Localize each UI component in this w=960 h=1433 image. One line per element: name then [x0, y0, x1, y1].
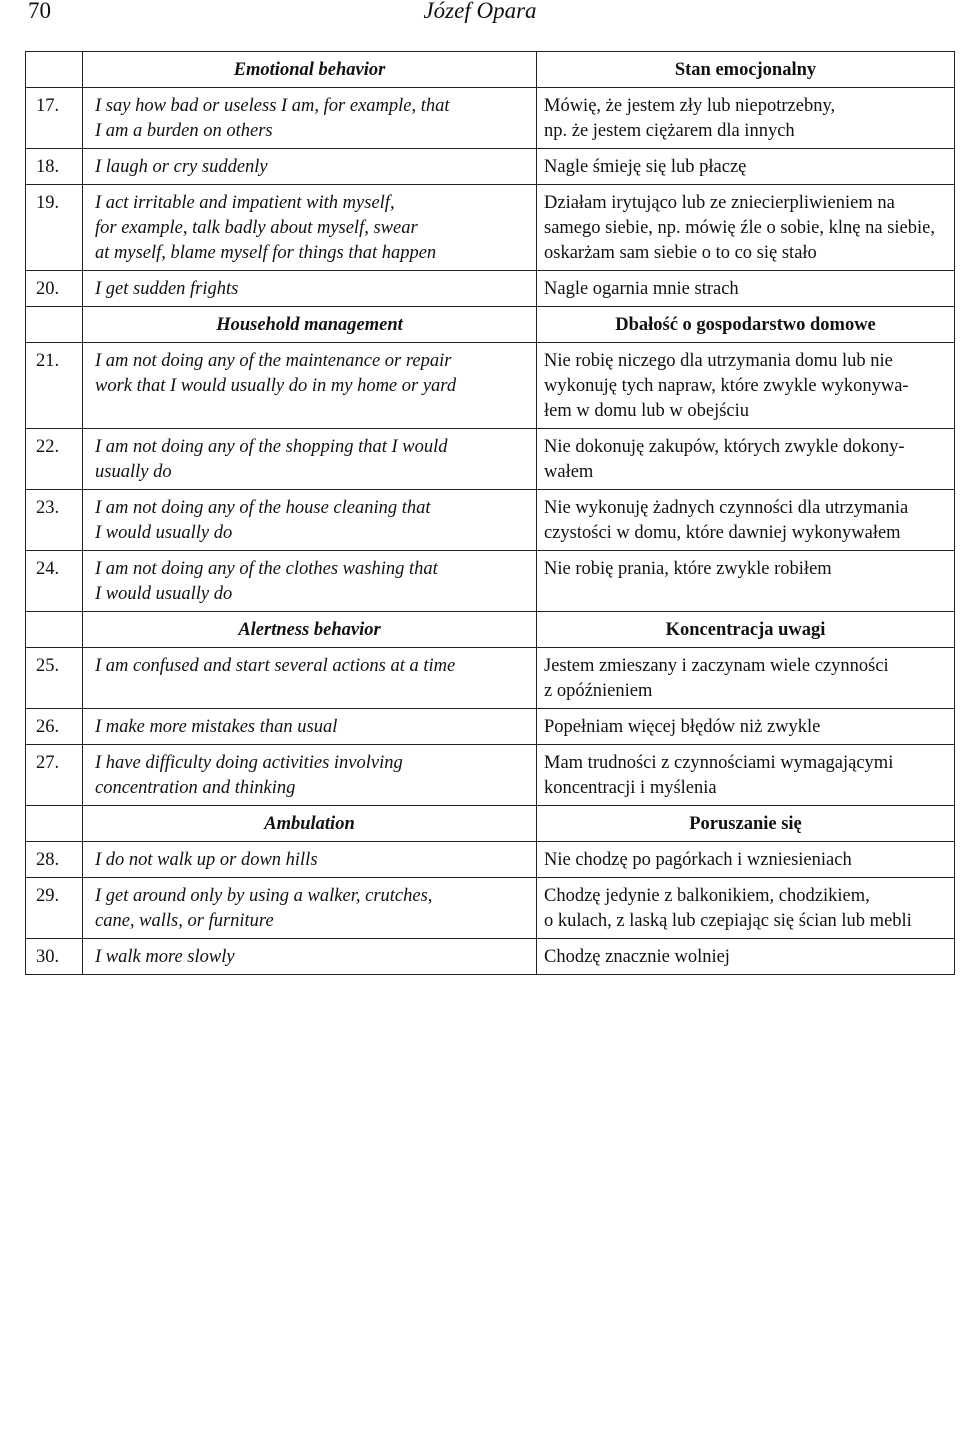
item-text-pl: Chodzę znacznie wolniej — [537, 939, 955, 975]
section-title-pl: Koncentracja uwagi — [537, 612, 955, 648]
section-title-en: Alertness behavior — [83, 612, 537, 648]
item-text-en: I have difficulty doing activities involving concentration and thinking — [83, 745, 537, 806]
item-text-pl: Mam trudności z czynnościami wymagającymi koncentracji i myślenia — [537, 745, 955, 806]
running-head: Józef Opara — [423, 0, 537, 23]
table-row — [26, 745, 955, 806]
item-number: 25. — [26, 648, 83, 709]
item-number: 24. — [26, 551, 83, 612]
item-text-pl: Nagle śmieję się lub płaczę — [537, 149, 955, 185]
item-text-en: I laugh or cry suddenly — [83, 149, 537, 185]
item-text-en: I am not doing any of the clothes washing that I would usually do — [83, 551, 537, 612]
item-text-en: I am not doing any of the shopping that I would usually do — [83, 429, 537, 490]
section-header-ambulation — [26, 806, 955, 842]
item-text-en: I act irritable and impatient with myself, for example, talk badly about myself, swear at myself, blame myself for things that happen — [83, 185, 537, 271]
item-text-en: I do not walk up or down hills — [83, 842, 537, 878]
table-row — [26, 842, 955, 878]
item-number: 23. — [26, 490, 83, 551]
item-text-en: I am not doing any of the house cleaning that I would usually do — [83, 490, 537, 551]
item-text-pl: Nie dokonuję zakupów, których zwykle dokony- wałem — [537, 429, 955, 490]
item-text-pl: Nagle ogarnia mnie strach — [537, 271, 955, 307]
item-number: 18. — [26, 149, 83, 185]
table-row — [26, 429, 955, 490]
section-title-en: Household management — [83, 307, 537, 343]
item-text-pl: Nie chodzę po pagórkach i wzniesieniach — [537, 842, 955, 878]
table-row — [26, 551, 955, 612]
item-number: 20. — [26, 271, 83, 307]
table-row — [26, 648, 955, 709]
item-number: 30. — [26, 939, 83, 975]
item-text-pl: Nie wykonuję żadnych czynności dla utrzymania czystości w domu, które dawniej wykonywałem — [537, 490, 955, 551]
item-text-en: I am confused and start several actions at a time — [83, 648, 537, 709]
table-row — [26, 185, 955, 271]
section-header-household — [26, 307, 955, 343]
section-header-alertness — [26, 612, 955, 648]
table-row — [26, 939, 955, 975]
item-text-pl: Jestem zmieszany i zaczynam wiele czynności z opóźnieniem — [537, 648, 955, 709]
item-text-en: I walk more slowly — [83, 939, 537, 975]
section-title-en: Emotional behavior — [83, 52, 537, 88]
item-number: 21. — [26, 343, 83, 429]
item-text-en: I am not doing any of the maintenance or repair work that I would usually do in my home or yard — [83, 343, 537, 429]
item-text-pl: Działam irytująco lub ze zniecierpliwieniem na samego siebie, np. mówię źle o sobie, klnę na siebie, oskarżam sam siebie o to co się stało — [537, 185, 955, 271]
table-row — [26, 343, 955, 429]
section-title-pl: Dbałość o gospodarstwo domowe — [537, 307, 955, 343]
item-text-en: I make more mistakes than usual — [83, 709, 537, 745]
item-text-pl: Mówię, że jestem zły lub niepotrzebny, np. że jestem ciężarem dla innych — [537, 88, 955, 149]
section-title-pl: Stan emocjonalny — [537, 52, 955, 88]
item-number: 29. — [26, 878, 83, 939]
page-number: 70 — [28, 0, 51, 23]
item-number: 17. — [26, 88, 83, 149]
item-text-pl: Chodzę jedynie z balkonikiem, chodzikiem, o kulach, z laską lub czepiając się ścian lub mebli — [537, 878, 955, 939]
item-text-pl: Nie robię prania, które zwykle robiłem — [537, 551, 955, 612]
section-title-en: Ambulation — [83, 806, 537, 842]
item-number: 19. — [26, 185, 83, 271]
item-number: 27. — [26, 745, 83, 806]
item-text-en: I say how bad or useless I am, for example, that I am a burden on others — [83, 88, 537, 149]
section-header-emotional — [26, 52, 955, 88]
item-text-pl: Nie robię niczego dla utrzymania domu lub nie wykonuję tych napraw, które zwykle wykonywa- łem w domu lub w obejściu — [537, 343, 955, 429]
item-text-pl: Popełniam więcej błędów niż zwykle — [537, 709, 955, 745]
section-title-pl: Poruszanie się — [537, 806, 955, 842]
item-number: 22. — [26, 429, 83, 490]
table-row — [26, 88, 955, 149]
table-row — [26, 878, 955, 939]
table-row — [26, 271, 955, 307]
item-text-en: I get sudden frights — [83, 271, 537, 307]
table-row — [26, 490, 955, 551]
item-number: 28. — [26, 842, 83, 878]
table-row — [26, 709, 955, 745]
table-row — [26, 149, 955, 185]
item-number: 26. — [26, 709, 83, 745]
item-text-en: I get around only by using a walker, crutches, cane, walls, or furniture — [83, 878, 537, 939]
sip-item-table — [25, 51, 955, 975]
